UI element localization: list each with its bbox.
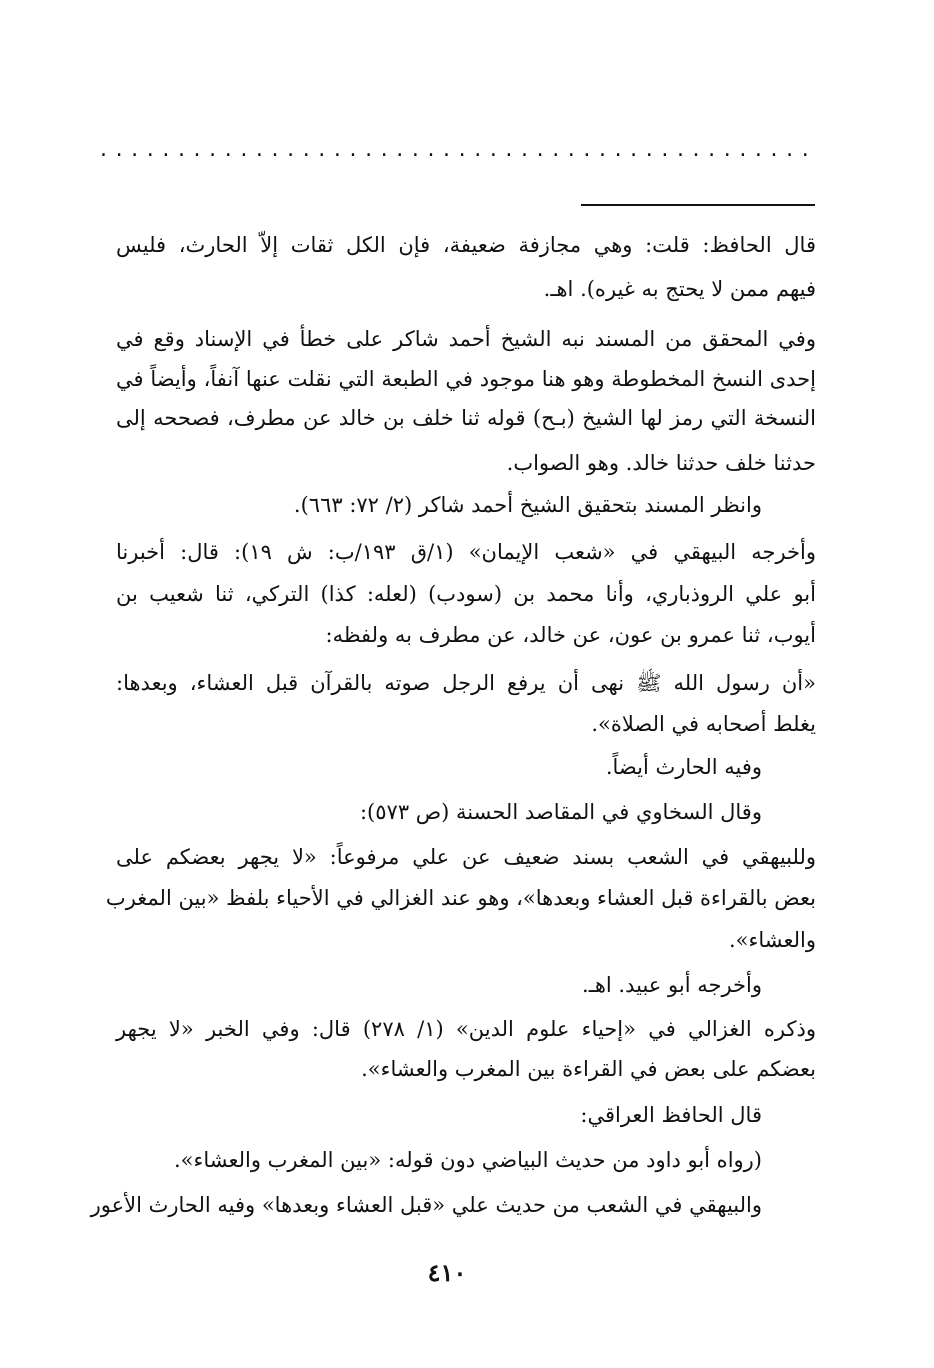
text-line: أيوب، ثنا عمرو بن عون، عن خالد، عن مطرف به ولفظه: (325, 623, 816, 647)
dotted-separator: .............................................. (100, 140, 818, 160)
text-line: وانظر المسند بتحقيق الشيخ أحمد شاكر (٢/ ٧٢: ٦٦٣). (293, 493, 762, 517)
text-line: «أن رسول الله ﷺ نهى أن يرفع الرجل صوته بالقرآن قبل العشاء، وبعدها: (116, 671, 816, 695)
text-line: بعض بالقراءة قبل العشاء وبعدها»، وهو عند الغزالي في الأحياء بلفظ «بين المغرب (105, 886, 816, 910)
text-line: وقال السخاوي في المقاصد الحسنة (ص ٥٧٣): (359, 800, 762, 824)
text-line: إحدى النسخ المخطوطة وهو هنا موجود في الطبعة التي نقلت عنها آنفاً، وأيضاً في (116, 367, 816, 391)
text-line: قال الحافظ: قلت: وهي مجازفة ضعيفة، فإن الكل ثقات إلاّ الحارث، فليس (116, 233, 816, 257)
footnote-rule (581, 204, 815, 206)
text-line: بعضكم على بعض في القراءة بين المغرب والعشاء». (361, 1057, 816, 1081)
text-line: أبو علي الروذباري، وأنا محمد بن (سودب) (لعله: كذا) التركي، ثنا شعيب بن (116, 582, 816, 606)
text-line: وفيه الحارث أيضاً. (605, 755, 762, 779)
text-line: فيهم ممن لا يحتج به غيره). اهـ. (543, 277, 816, 301)
text-line: والعشاء». (728, 928, 816, 952)
text-line: (رواه أبو داود من حديث البياضي دون قوله: «بين المغرب والعشاء». (173, 1148, 762, 1172)
text-line: النسخة التي رمز لها الشيخ (بـح) قوله ثنا خلف بن خالد عن مطرف، فصححه إلى (116, 406, 816, 430)
text-line: وأخرجه أبو عبيد. اهـ. (582, 973, 762, 997)
text-line: يغلط أصحابه في الصلاة». (591, 712, 816, 736)
text-line: وللبيهقي في الشعب بسند ضعيف عن علي مرفوعاً: «لا يجهر بعضكم على (116, 845, 816, 869)
text-line: والبيهقي في الشعب من حديث علي «قبل العشاء وبعدها» وفيه الحارث الأعور (90, 1193, 762, 1217)
text-line: وأخرجه البيهقي في «شعب الإيمان» (١/ق ١٩٣/ب: ش ١٩): قال: أخبرنا (116, 540, 816, 564)
text-line: قال الحافظ العراقي: (580, 1103, 762, 1127)
page-number: ٤١٠ (427, 1258, 467, 1287)
text-line: وفي المحقق من المسند نبه الشيخ أحمد شاكر على خطأ في الإسناد وقع في (116, 327, 816, 351)
text-line: حدثنا خلف حدثنا خالد. وهو الصواب. (506, 451, 816, 475)
text-line: وذكره الغزالي في «إحياء علوم الدين» (١/ ٢٧٨) قال: وفي الخبر «لا يجهر (116, 1017, 816, 1041)
